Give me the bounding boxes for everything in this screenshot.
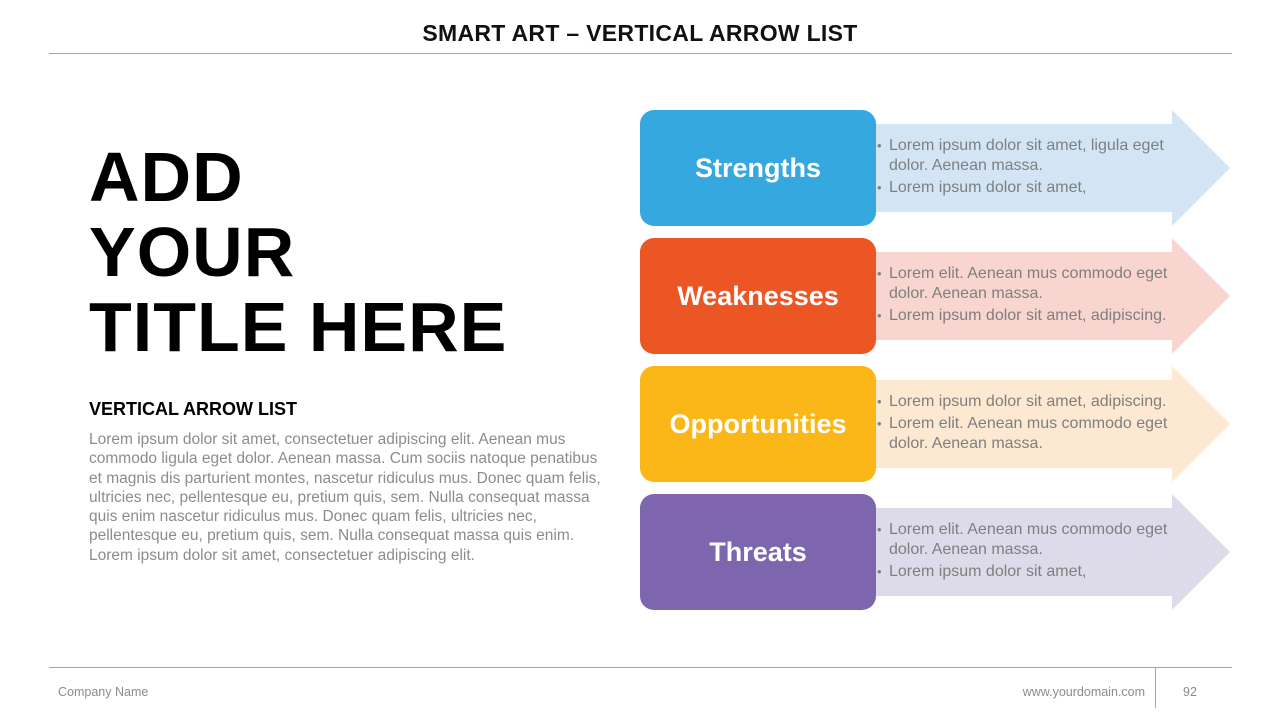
opportunities-bullets bbox=[877, 392, 1207, 456]
swot-row-threats bbox=[640, 494, 1232, 610]
list-item: • Lorem ipsum dolor sit amet, adipiscing. bbox=[877, 392, 1207, 412]
body-paragraph: Lorem ipsum dolor sit amet, consectetuer adipiscing elit. Aenean mus commodo ligula eget dolor. Aenean massa. Cum sociis natoque penatibus et magnis dis parturient montes, nascetur ridiculus mus. Donec quam felis, ultricies nec, pellentesque eu, pretium quis, sem. Nulla consequat massa quis enim nascetur ridiculus mus. Donec quam felis, ultricies nec, pellentesque eu, pretium quis, sem. Nulla consequat massa quis enim. Lorem ipsum dolor sit amet, consectetuer adipiscing elit. bbox=[89, 431, 601, 564]
opportunities-box: Opportunities bbox=[640, 366, 876, 482]
list-item: • Lorem ipsum dolor sit amet, ligula eget dolor. Aenean massa. bbox=[877, 136, 1207, 176]
list-item: • Lorem ipsum dolor sit amet, adipiscing. bbox=[877, 306, 1207, 326]
list-item: • Lorem elit. Aenean mus commodo eget dolor. Aenean massa. bbox=[877, 414, 1207, 454]
main-title-line-1: ADD bbox=[89, 138, 244, 216]
section-subheading: VERTICAL ARROW LIST bbox=[89, 399, 297, 419]
strengths-box: Strengths bbox=[640, 110, 876, 226]
weaknesses-bullets bbox=[877, 264, 1207, 328]
header-divider bbox=[49, 53, 1232, 54]
list-item: • Lorem ipsum dolor sit amet, bbox=[877, 178, 1207, 198]
slide-title: SMART ART – VERTICAL ARROW LIST bbox=[422, 20, 858, 46]
strengths-bullets bbox=[877, 136, 1207, 200]
main-title-line-3: TITLE HERE bbox=[89, 288, 508, 366]
threats-bullets bbox=[877, 520, 1207, 584]
list-item: • Lorem elit. Aenean mus commodo eget dolor. Aenean massa. bbox=[877, 520, 1207, 560]
footer-divider bbox=[49, 667, 1232, 668]
page-number: 92 bbox=[1183, 685, 1197, 699]
main-title bbox=[89, 140, 609, 365]
swot-row-weaknesses bbox=[640, 238, 1232, 354]
footer-url[interactable]: www.yourdomain.com bbox=[1022, 685, 1145, 699]
footer-vertical-divider bbox=[1155, 668, 1156, 708]
main-title-line-2: YOUR bbox=[89, 213, 296, 291]
swot-row-opportunities bbox=[640, 366, 1232, 482]
list-item: • Lorem elit. Aenean mus commodo eget dolor. Aenean massa. bbox=[877, 264, 1207, 304]
weaknesses-box: Weaknesses bbox=[640, 238, 876, 354]
swot-row-strengths bbox=[640, 110, 1232, 226]
threats-box: Threats bbox=[640, 494, 876, 610]
list-item: • Lorem ipsum dolor sit amet, bbox=[877, 562, 1207, 582]
footer-company: Company Name bbox=[58, 685, 149, 699]
